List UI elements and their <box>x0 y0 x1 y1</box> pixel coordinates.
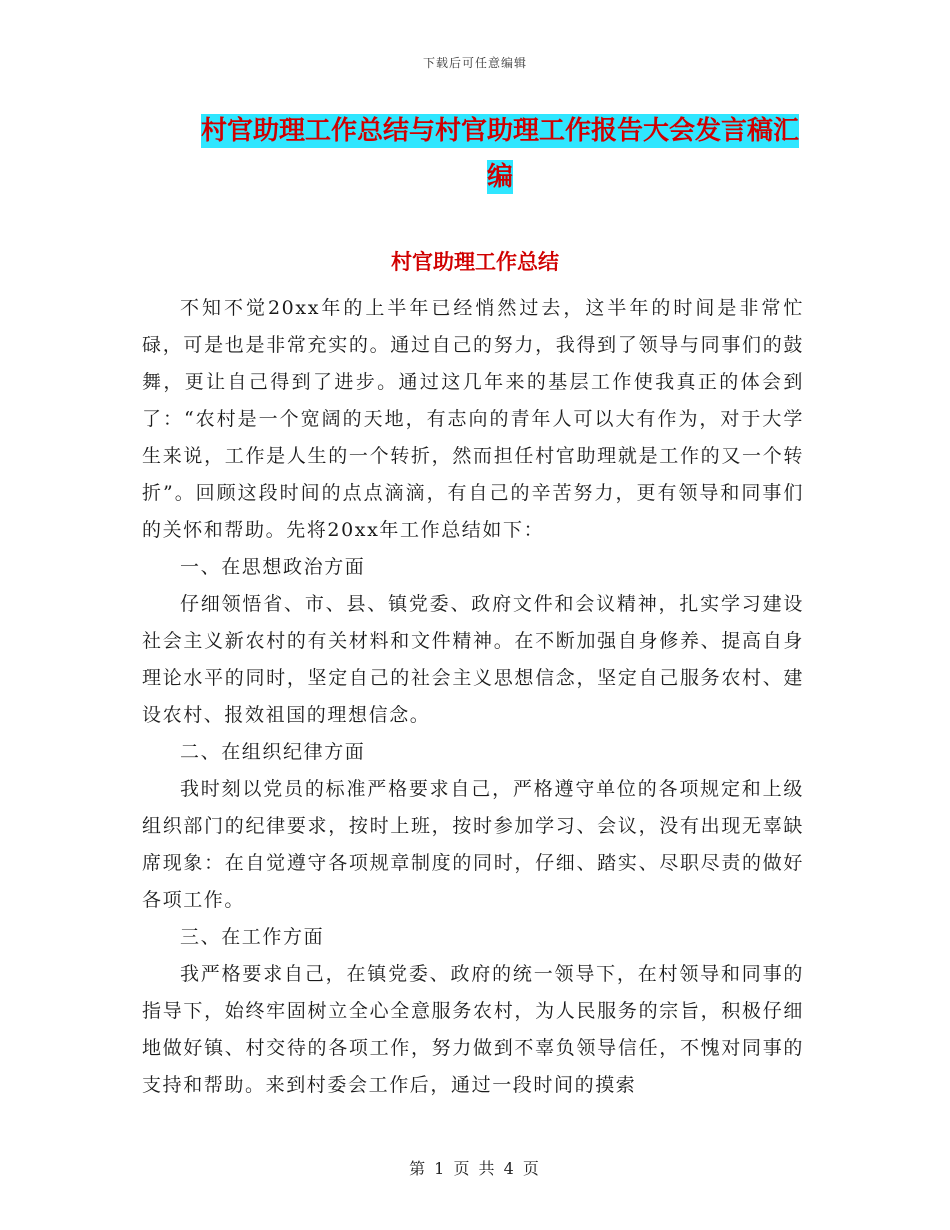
page-footer: 第 1 页 共 4 页 <box>409 1159 541 1178</box>
heading-political: 一、在思想政治方面 <box>180 556 366 578</box>
heading-discipline: 二、在组织纪律方面 <box>180 741 366 763</box>
paragraph-discipline: 我时刻以党员的标准严格要求自己，严格遵守单位的各项规定和上级组织部门的纪律要求，按时上班，按时参加学习、会议，没有出现无辜缺席现象：在自觉遵守各项规章制度的同时，仔细、踏实、尽职尽责的做好各项工作。 <box>142 778 804 911</box>
header-note: 下载后可任意编辑 <box>422 56 527 70</box>
document-title <box>190 108 810 200</box>
document-title-text: 村官助理工作总结与村官助理工作报告大会发言稿汇编 <box>200 116 799 192</box>
body-text <box>142 290 804 1104</box>
heading-work: 三、在工作方面 <box>180 926 325 948</box>
paragraph-political: 仔细领悟省、市、县、镇党委、政府文件和会议精神，扎实学习建设社会主义新农村的有关材料和文件精神。在不断加强自身修养、提高自身理论水平的同时，坚定自己的社会主义思想信念，坚定自己服务农村、建设农村、报效祖国的理想信念。 <box>142 593 804 726</box>
section-title: 村官助理工作总结 <box>391 250 559 274</box>
paragraph-work: 我严格要求自己，在镇党委、政府的统一领导下，在村领导和同事的指导下，始终牢固树立全心全意服务农村，为人民服务的宗旨，积极仔细地做好镇、村交待的各项工作，努力做到不辜负领导信任，不愧对同事的支持和帮助。来到村委会工作后，通过一段时间的摸索 <box>142 963 804 1096</box>
paragraph-intro: 不知不觉20xx年的上半年已经悄然过去，这半年的时间是非常忙碌，可是也是非常充实的。通过自己的努力，我得到了领导与同事们的鼓舞，更让自己得到了进步。通过这几年来的基层工作使我真正的体会到了：“农村是一个宽阔的天地，有志向的青年人可以大有作为，对于大学生来说，工作是人生的一个转折，然而担任村官助理就是工作的又一个转折”。回顾这段时间的点点滴滴，有自己的辛苦努力，更有领导和同事们的关怀和帮助。先将20xx年工作总结如下： <box>142 297 804 541</box>
